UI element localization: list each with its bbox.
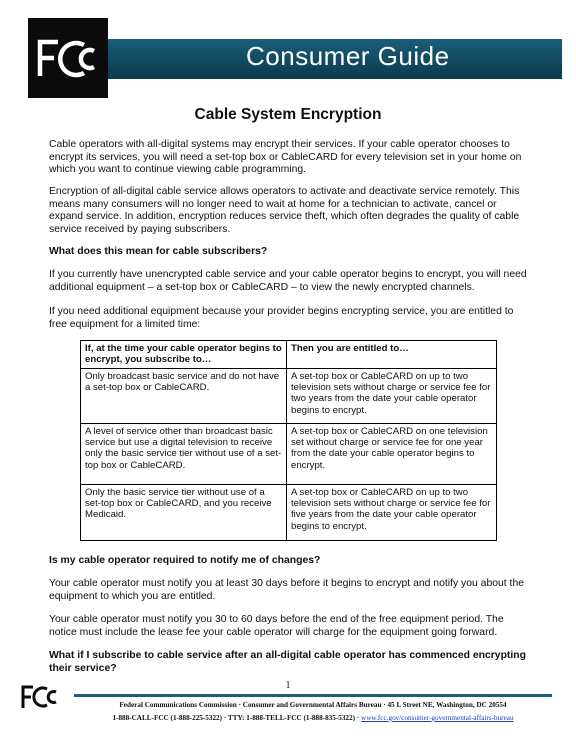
fcc-logo <box>28 18 108 98</box>
footer-phone-numbers: 1-888-CALL-FCC (1-888-225-5322) · TTY: 1-888-TELL-FCC (1-888-835-5322) · <box>112 714 362 722</box>
banner-title: Consumer Guide <box>246 41 450 71</box>
table-cell: A level of service other than broadcast basic service but use a digital television to receive only the basic service tier without use of a set-top box or CableCARD. <box>81 424 287 485</box>
section1-paragraph-1: If you currently have unencrypted cable service and your cable operator begins to encrypt, you will need additional equipment – a set-top box or CableCARD – to view the newly encrypted channels. <box>49 269 527 293</box>
intro-paragraph-1: Cable operators with all-digital systems may encrypt their services. If your cable operator chooses to encrypt its services, you will need a set-top box or CableCARD for every television set in your home on which you want to continue viewing cable programming. <box>49 139 522 175</box>
table-header-cell: Then you are entitled to… <box>287 341 497 369</box>
table-cell: Only the basic service tier without use of a set-top box or CableCARD, and you receive Medicaid. <box>81 485 287 541</box>
footer-address: Federal Communications Commission · Consumer and Governmental Affairs Bureau · 45 L Street NE, Washington, DC 20554 <box>119 701 507 709</box>
header <box>28 18 562 98</box>
section-heading-subscribe-after: What if I subscribe to cable service after an all-digital cable operator has commenced encrypting their service? <box>49 650 526 674</box>
footer-fcc-logo-icon <box>20 684 60 710</box>
section-heading-notify: Is my cable operator required to notify me of changes? <box>49 555 321 566</box>
table-header-cell: If, at the time your cable operator begins to encrypt, you subscribe to… <box>81 341 287 369</box>
intro-paragraph-2: Encryption of all-digital cable service allows operators to activate and deactivate service remotely. This means many consumers will no longer need to wait at home for a technician to activate, cancel or expand service. In addition, encryption reduces service theft, which often degrades the quality of cable service received by paying subscribers. <box>49 186 520 235</box>
footer-contact <box>74 714 552 722</box>
footer-website-link[interactable]: www.fcc.gov/consumer-governmental-affairs-bureau <box>361 714 514 722</box>
footer-fcc-logo <box>20 684 60 710</box>
section2-paragraph-2: Your cable operator must notify you 30 to 60 days before the end of the free equipment period. The notice must include the lease fee your cable operator will charge for the equipment going forward. <box>49 614 504 638</box>
entitlement-table <box>80 340 497 541</box>
section1-paragraph-2: If you need additional equipment because your provider begins encrypting service, you are entitled to free equipment for a limited time: <box>49 306 514 330</box>
table-cell: A set-top box or CableCARD on up to two television sets without charge or service fee for two years from the date your cable operator begins to encrypt. <box>287 369 497 424</box>
section2-paragraph-1: Your cable operator must notify you at least 30 days before it begins to encrypt and notify you about the equipment to which you are entitled. <box>49 578 524 602</box>
fcc-logo-mark-icon <box>28 18 108 98</box>
page-title: Cable System Encryption <box>194 106 382 123</box>
table-cell: A set-top box or CableCARD on one television set without charge or service fee for one year from the date your cable operator begins to encrypt. <box>287 424 497 485</box>
page-number: 1 <box>285 680 291 691</box>
footer-divider <box>74 694 552 697</box>
table-cell: A set-top box or CableCARD on up to two television sets without charge or service fee for five years from the date your cable operator begins to encrypt. <box>287 485 497 541</box>
table-row <box>81 485 497 541</box>
section-heading-subscribers: What does this mean for cable subscribers? <box>49 246 268 257</box>
consumer-guide-banner <box>108 39 562 79</box>
table-cell: Only broadcast basic service and do not have a set-top box or CableCARD. <box>81 369 287 424</box>
table-header-row <box>81 341 497 369</box>
table-row <box>81 424 497 485</box>
table-row <box>81 369 497 424</box>
